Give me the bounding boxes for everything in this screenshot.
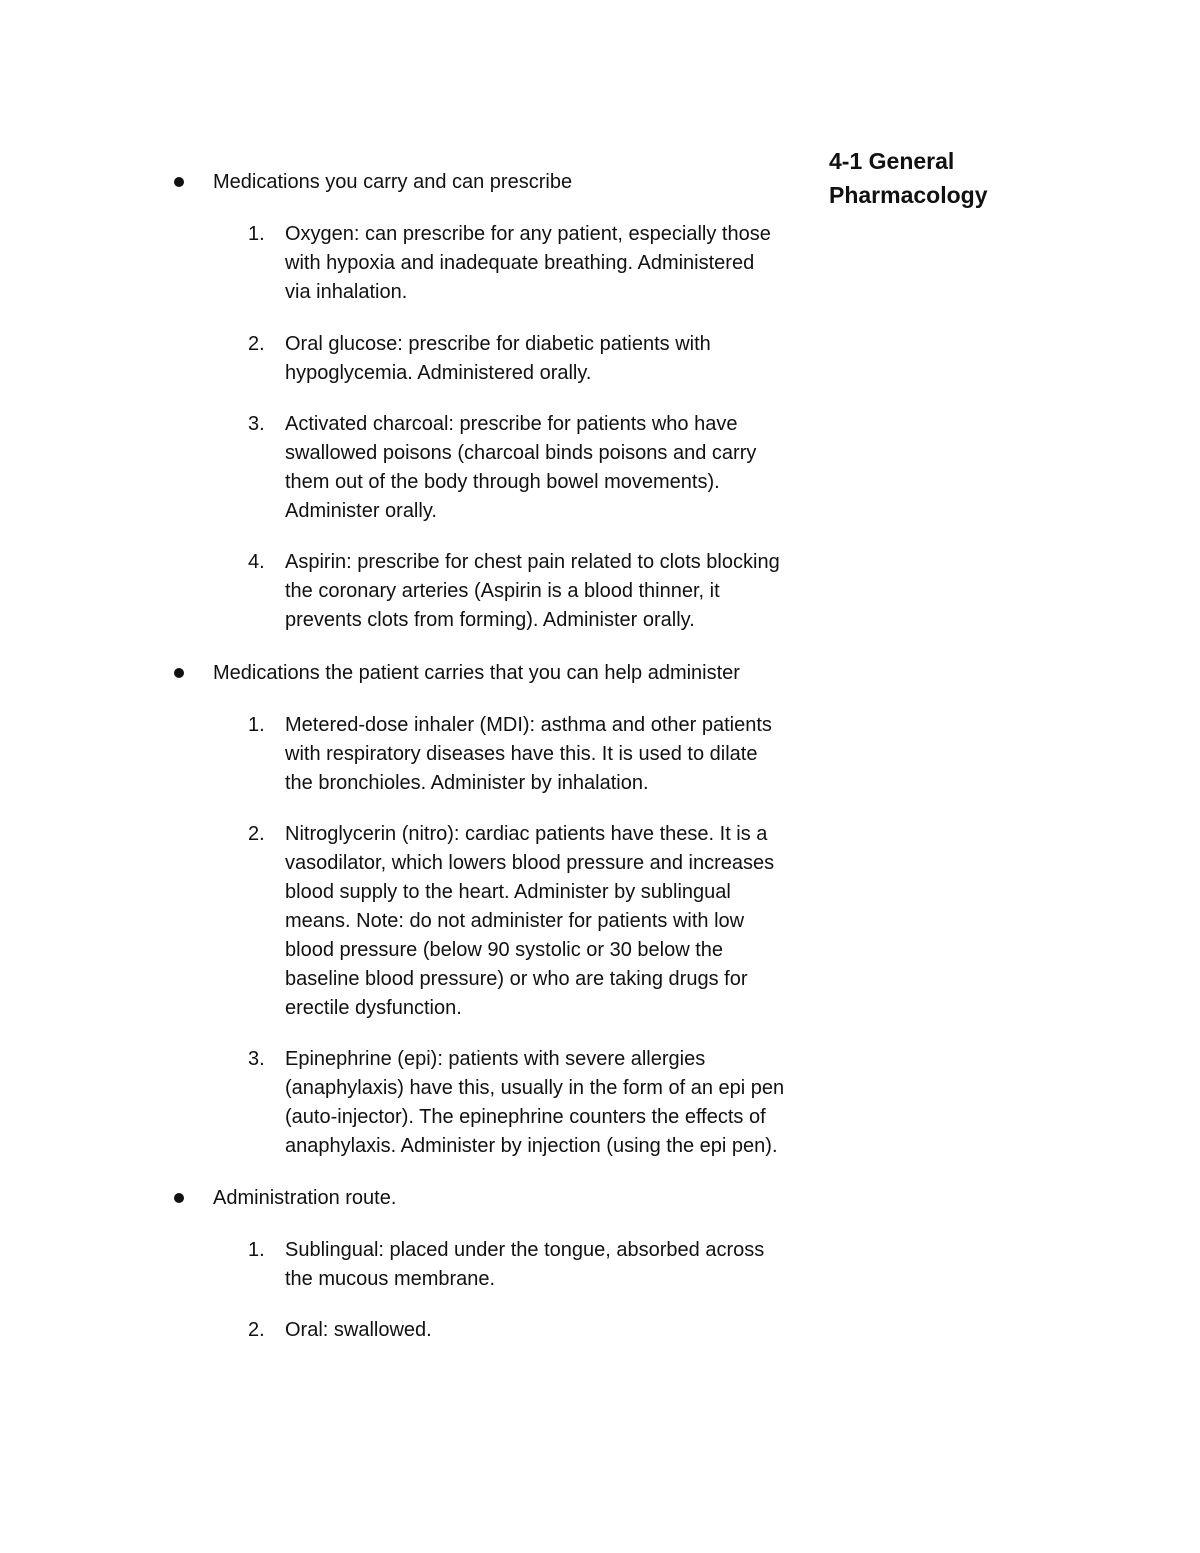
text-line: them out of the body through bowel movements).	[285, 471, 720, 493]
text-line: the bronchioles. Administer by inhalation.	[285, 772, 649, 794]
text-line: blood pressure (below 90 systolic or 30 below the	[285, 939, 724, 961]
text-line: vasodilator, which lowers blood pressure and increases	[285, 852, 775, 874]
list-number: 1.	[248, 223, 265, 245]
text-line: (auto-injector). The epinephrine counters the effects of	[285, 1106, 766, 1128]
page-title	[829, 144, 1069, 212]
bullet-icon	[174, 668, 184, 678]
text-line: via inhalation.	[285, 281, 408, 303]
text-line: Oxygen: can prescribe for any patient, especially those	[285, 223, 771, 245]
text-line: Aspirin: prescribe for chest pain related to clots blocking	[285, 551, 780, 573]
text-line: blood supply to the heart. Administer by sublingual	[285, 881, 731, 903]
text-line: Administer orally.	[285, 500, 437, 522]
list-text	[285, 1236, 845, 1294]
section-heading: Medications you carry and can prescribe	[213, 171, 573, 193]
page-title-line-2: Pharmacology	[829, 182, 988, 208]
list-number: 3.	[248, 413, 265, 435]
text-line: the coronary arteries (Aspirin is a blood thinner, it	[285, 580, 720, 602]
section-heading: Medications the patient carries that you can help administer	[213, 662, 740, 684]
text-line: means. Note: do not administer for patients with low	[285, 910, 745, 932]
text-line: (anaphylaxis) have this, usually in the form of an epi pen	[285, 1077, 785, 1099]
list-text	[285, 1316, 845, 1345]
list-number: 2.	[248, 333, 265, 355]
text-line: Metered-dose inhaler (MDI): asthma and other patients	[285, 714, 772, 736]
bullet-icon	[174, 1193, 184, 1203]
list-number: 3.	[248, 1048, 265, 1070]
text-line: Sublingual: placed under the tongue, absorbed across	[285, 1239, 765, 1261]
list-number: 1.	[248, 1239, 265, 1261]
text-line: Nitroglycerin (nitro): cardiac patients have these. It is a	[285, 823, 768, 845]
list-text	[285, 410, 845, 526]
text-line: Epinephrine (epi): patients with severe allergies	[285, 1048, 706, 1070]
list-text	[285, 330, 845, 388]
text-line: hypoglycemia. Administered orally.	[285, 362, 592, 384]
text-line: swallowed poisons (charcoal binds poisons and carry	[285, 442, 757, 464]
list-text	[285, 548, 845, 635]
text-line: Activated charcoal: prescribe for patients who have	[285, 413, 738, 435]
text-line: Oral glucose: prescribe for diabetic patients with	[285, 333, 711, 355]
text-line: baseline blood pressure) or who are taking drugs for	[285, 968, 748, 990]
bullet-icon	[174, 177, 184, 187]
section-heading: Administration route.	[213, 1187, 397, 1209]
text-line: with hypoxia and inadequate breathing. Administered	[285, 252, 755, 274]
list-number: 2.	[248, 1319, 265, 1341]
list-number: 4.	[248, 551, 265, 573]
text-line: anaphylaxis. Administer by injection (using the epi pen).	[285, 1135, 778, 1157]
list-text	[285, 1045, 845, 1161]
text-line: prevents clots from forming). Administer orally.	[285, 609, 695, 631]
list-number: 2.	[248, 823, 265, 845]
text-line: erectile dysfunction.	[285, 997, 462, 1019]
list-text	[285, 820, 845, 1023]
text-line: with respiratory diseases have this. It is used to dilate	[285, 743, 758, 765]
page-title-line-1: 4-1 General	[829, 148, 955, 174]
text-line: the mucous membrane.	[285, 1268, 496, 1290]
list-text	[285, 220, 845, 307]
list-text	[285, 711, 845, 798]
list-number: 1.	[248, 714, 265, 736]
text-line: Oral: swallowed.	[285, 1319, 432, 1341]
